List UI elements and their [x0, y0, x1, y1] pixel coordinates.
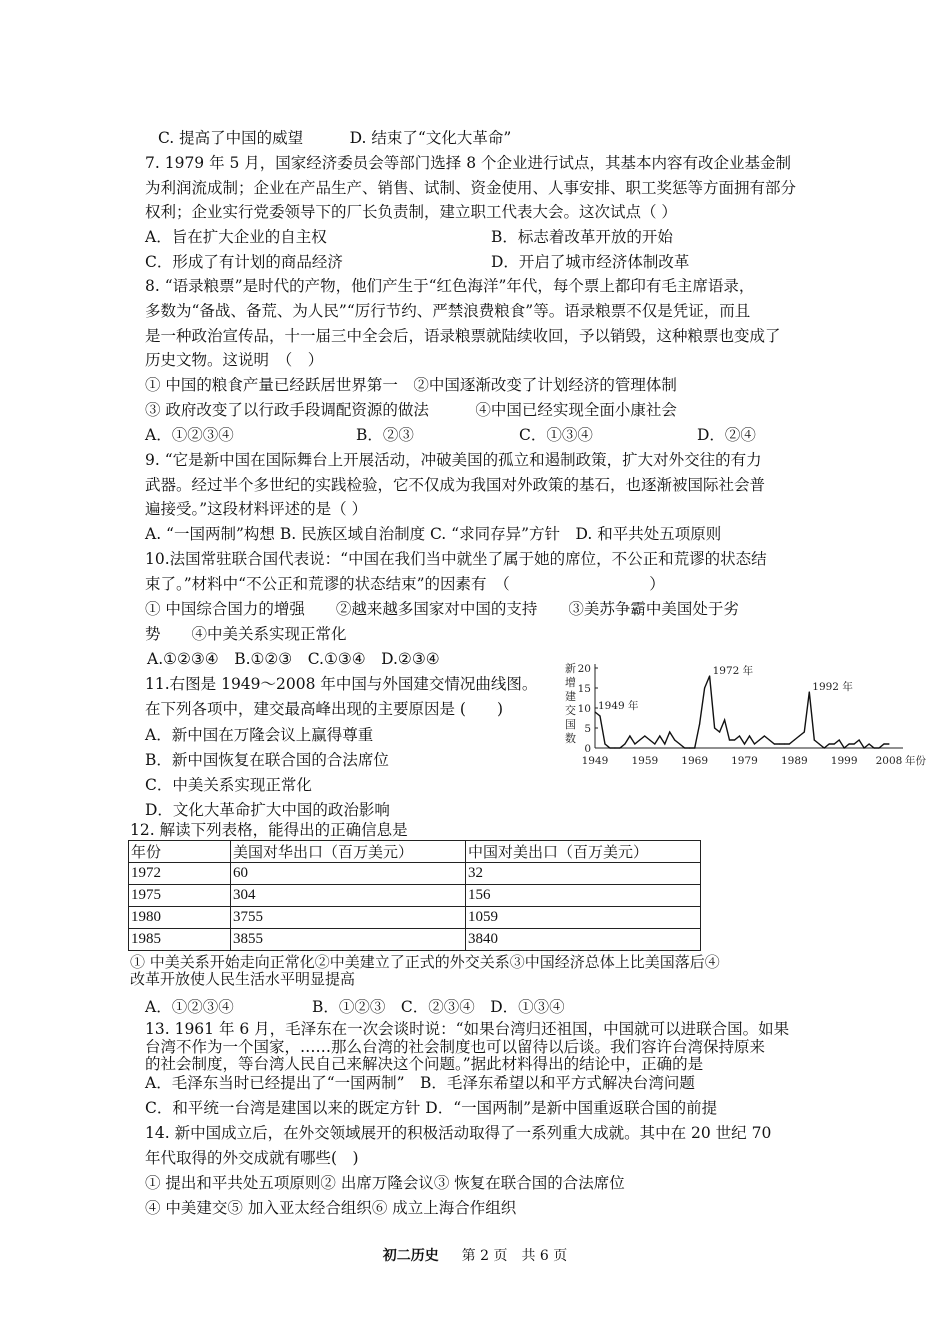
q9-stem-line3: 遍接受。”这段材料评述的是（ ）: [145, 500, 368, 518]
q8-stem-line4: 历史文物。这说明 （ ）: [145, 351, 324, 369]
table-cell: 32: [466, 863, 701, 885]
chart-annotation: 1949 年: [598, 700, 639, 712]
chart-xtick-label: 1969: [681, 755, 709, 767]
table-cell: 60: [231, 863, 466, 885]
q8-choices-1-2: ① 中国的粮食产量已经跃居世界第一 ②中国逐渐改变了计划经济的管理体制: [145, 376, 677, 394]
chart-point: [854, 743, 855, 744]
chart-point: [794, 739, 795, 740]
chart-point: [819, 743, 820, 744]
chart-point: [709, 675, 710, 676]
table-header-cell: 美国对华出口（百万美元）: [231, 841, 466, 863]
chart-point: [804, 731, 805, 732]
chart-xtick-label: 1949: [581, 755, 609, 767]
q13-stem-line2: 台湾不作为一个国家，……那么台湾的社会制度也可以留待以后谈。我们容许台湾保持原来: [145, 1038, 766, 1056]
chart-point: [689, 747, 690, 748]
q7-option-b: B．标志着改革开放的开始: [491, 228, 673, 246]
q8-option-d: D．②④: [697, 426, 756, 444]
chart-xtick-label: 1999: [830, 755, 858, 767]
q11-option-c: C．中美关系实现正常化: [145, 776, 312, 794]
chart-point: [789, 743, 790, 744]
q11-stem-line1: 11.右图是 1949～2008 年中国与外国建交情况曲线图。: [145, 675, 538, 693]
q12-choices-line2: 改革开放使人民生活水平明显提高: [130, 970, 356, 988]
chart-point: [779, 743, 780, 744]
q8-stem-line1: 8. “语录粮票”是时代的产物，他们产生于“红色海洋”年代，每个票上都印有毛主席语录，: [145, 277, 755, 295]
chart-point: [824, 747, 825, 748]
table-cell: 304: [231, 885, 466, 907]
chart-ylabel-char: 新: [565, 662, 576, 675]
chart-point: [679, 743, 680, 744]
q9-stem-line2: 武器。经过半个多世纪的实践检验，它不仅成为我国对外政策的基石，也逐渐被国际社会普: [145, 476, 766, 494]
q10-options: A.①②③④ B.①②③ C.①③④ D.②③④: [147, 650, 440, 668]
page-footer: [0, 1245, 950, 1265]
table-row: [129, 907, 701, 929]
table-cell: 1972: [129, 863, 231, 885]
chart-point: [594, 711, 595, 712]
q9-options: A. “一国两制”构想 B. 民族区域自治制度 C. “求同存异”方针 D. 和平共处五项原则: [145, 525, 722, 543]
chart-ytick-label: 0: [584, 743, 591, 755]
table-row: [129, 885, 701, 907]
chart-point: [799, 735, 800, 736]
q12-stem: 12. 解读下列表格，能得出的正确信息是: [130, 821, 408, 839]
chart-point: [714, 727, 715, 728]
chart-point: [839, 739, 840, 740]
q14-stem-line1: 14. 新中国成立后，在外交领域展开的积极活动取得了一系列重大成就。其中在 20 世纪 70: [145, 1124, 772, 1142]
chart-ylabel-char: 交: [565, 704, 576, 717]
q14-stem-line2: 年代取得的外交成就有哪些( ): [145, 1149, 359, 1167]
chart-point: [694, 747, 695, 748]
q10-stem-line1: 10.法国常驻联合国代表说：“中国在我们当中就坐了属于她的席位，不公正和荒谬的状态结: [145, 550, 767, 568]
chart-point: [684, 747, 685, 748]
chart-point: [784, 743, 785, 744]
chart-point: [699, 723, 700, 724]
chart-point: [609, 747, 610, 748]
chart-point: [759, 739, 760, 740]
chart-point: [834, 743, 835, 744]
chart-point: [624, 743, 625, 744]
table-row: [129, 929, 701, 951]
chart-ylabel: [565, 662, 576, 745]
chart-annotation: 1992 年: [812, 681, 853, 693]
q7-option-d: D．开启了城市经济体制改革: [491, 253, 690, 271]
footer-subject: 初二历史: [382, 1248, 439, 1264]
chart-point: [774, 743, 775, 744]
q13-stem-line1: 13. 1961 年 6 月，毛泽东在一次会谈时说：“如果台湾归还祖国，中国就可以进联合国。如果: [145, 1020, 790, 1038]
chart-xtick-label: 1979: [731, 755, 758, 767]
chart-point: [619, 747, 620, 748]
chart-point: [844, 747, 845, 748]
q11-option-b: B．新中国恢复在联合国的合法席位: [145, 751, 389, 769]
chart-point: [814, 739, 815, 740]
table-cell: 1980: [129, 907, 231, 929]
table-cell: 3755: [231, 907, 466, 929]
q12-option-a: A．①②③④: [145, 998, 234, 1016]
trade-table: [128, 840, 701, 951]
chart-point: [829, 743, 830, 744]
q8-choices-3-4: ③ 政府改变了以行政手段调配资源的做法 ④中国已经实现全面小康社会: [145, 401, 677, 419]
chart-point: [659, 735, 660, 736]
q8-stem-line3: 是一种政治宣传品，十一届三中全会后，语录粮票就陆续收回，予以销毁，这种粮票也变成了: [145, 327, 781, 345]
q10-choices-line2: 势 ④中美关系实现正常化: [145, 625, 347, 643]
chart-ylabel-char: 国: [565, 718, 576, 731]
q8-stem-line2: 多数为“备战、备荒、为人民”“厉行节约、严禁浪费粮食”等。语录粮票不仅是凭证，而且: [145, 302, 751, 320]
chart-point: [863, 747, 864, 748]
table-header-cell: 中国对美出口（百万美元）: [466, 841, 701, 863]
table-header-row: [129, 841, 701, 863]
table-cell: 156: [466, 885, 701, 907]
q11-stem-line2: 在下列各项中，建交最高峰出现的主要原因是 ( ): [145, 700, 504, 718]
table-header-cell: 年份: [129, 841, 231, 863]
q13-stem-line3: 的社会制度，等台湾人民自己来解决这个问题。”据此材料得出的结论中，正确的是: [145, 1055, 704, 1073]
chart-point: [739, 735, 740, 736]
chart-point: [754, 743, 755, 744]
chart-point: [639, 739, 640, 740]
footer-page-number: 第 2 页 共 6 页: [461, 1248, 568, 1264]
table-cell: 3840: [466, 929, 701, 951]
chart-point: [873, 747, 874, 748]
diplomatic-relations-chart: [563, 660, 929, 778]
chart-svg: [563, 660, 929, 778]
table-cell: 1059: [466, 907, 701, 929]
chart-point: [734, 739, 735, 740]
chart-point: [654, 743, 655, 744]
chart-point: [749, 735, 750, 736]
table-cell: 1985: [129, 929, 231, 951]
chart-annotations: [598, 664, 853, 712]
chart-point: [674, 739, 675, 740]
q8-option-c: C．①③④: [519, 426, 593, 444]
chart-point: [669, 731, 670, 732]
chart-point: [604, 743, 605, 744]
chart-point: [888, 743, 889, 744]
q13-options-ab: A．毛泽东当时已经提出了“一国两制” B．毛泽东希望以和平方式解决台湾问题: [145, 1074, 695, 1092]
chart-xticks: [582, 755, 903, 767]
chart-point: [744, 743, 745, 744]
q12-options-bcd: B．①②③ C．②③④ D．①③④: [312, 998, 565, 1016]
chart-ylabel-char: 数: [565, 732, 576, 745]
q7-option-c: C．形成了有计划的商品经济: [145, 253, 343, 271]
chart-x-unit: 年份: [905, 755, 926, 767]
table-row: [129, 863, 701, 885]
chart-ytick-label: 20: [577, 663, 591, 675]
chart-point: [883, 743, 884, 744]
q7-stem-line1: 7. 1979 年 5 月，国家经济委员会等部门选择 8 个企业进行试点，其基本内容有改企业基金制: [145, 154, 792, 172]
q7-option-a: A．旨在扩大企业的自主权: [145, 228, 327, 246]
q9-stem-line1: 9. “它是新中国在国际舞台上开展活动，冲破美国的孤立和遏制政策，扩大对外交往的有力: [145, 451, 762, 469]
chart-xtick-label: 1989: [780, 755, 808, 767]
chart-ylabel-char: 建: [565, 690, 576, 703]
q8-option-b: B．②③: [356, 426, 414, 444]
q10-choices-line1: ① 中国综合国力的增强 ②越来越多国家对中国的支持 ③美苏争霸中美国处于劣: [145, 600, 739, 618]
q10-stem-line2: 束了。”材料中“不公正和荒谬的状态结束”的因素有 （ ）: [145, 575, 665, 593]
chart-ytick-label: 10: [577, 703, 591, 715]
q6-options-cd: C. 提高了中国的威望 D. 结束了“文化大革命”: [158, 129, 512, 147]
chart-xtick-label: 1959: [631, 755, 659, 767]
chart-point: [629, 735, 630, 736]
q11-option-a: A．新中国在万隆会议上赢得尊重: [145, 726, 374, 744]
chart-point: [634, 743, 635, 744]
table-cell: 3855: [231, 929, 466, 951]
chart-point: [868, 743, 869, 744]
chart-point: [809, 691, 810, 692]
q7-stem-line2: 为利润流成制；企业在产品生产、销售、试制、资金使用、人事安排、职工奖惩等方面拥有部分: [145, 179, 797, 197]
chart-point: [599, 715, 600, 716]
q14-choices-line1: ① 提出和平共处五项原则② 出席万隆会议③ 恢复在联合国的合法席位: [145, 1174, 625, 1192]
chart-annotation: 1972 年: [712, 665, 754, 677]
chart-point: [704, 687, 705, 688]
chart-point: [649, 739, 650, 740]
q12-choices-line1: ① 中美关系开始走向正常化②中美建立了正式的外交关系③中国经济总体上比美国落后④: [130, 953, 720, 971]
chart-ytick-label: 5: [584, 723, 591, 735]
chart-point: [724, 719, 725, 720]
table-cell: 1975: [129, 885, 231, 907]
chart-point: [769, 739, 770, 740]
chart-point: [878, 747, 879, 748]
q11-option-d: D．文化大革命扩大中国的政治影响: [145, 801, 390, 819]
chart-point: [664, 743, 665, 744]
chart-xtick-label: 2008: [875, 755, 903, 767]
chart-ytick-label: 15: [577, 683, 591, 695]
chart-point: [614, 747, 615, 748]
q14-choices-line2: ④ 中美建交⑤ 加入亚太经合组织⑥ 成立上海合作组织: [145, 1199, 517, 1217]
chart-point: [859, 739, 860, 740]
q8-option-a: A．①②③④: [145, 426, 234, 444]
chart-ylabel-char: 增: [565, 676, 576, 689]
chart-point: [764, 735, 765, 736]
chart-point: [849, 743, 850, 744]
chart-point: [729, 739, 730, 740]
q13-options-cd: C．和平统一台湾是建国以来的既定方针 D．“一国两制”是新中国重返联合国的前提: [145, 1099, 718, 1117]
chart-point: [644, 735, 645, 736]
q7-stem-line3: 权利；企业实行党委领导下的厂长负责制，建立职工代表大会。这次试点（ ）: [145, 203, 677, 221]
chart-point: [719, 731, 720, 732]
